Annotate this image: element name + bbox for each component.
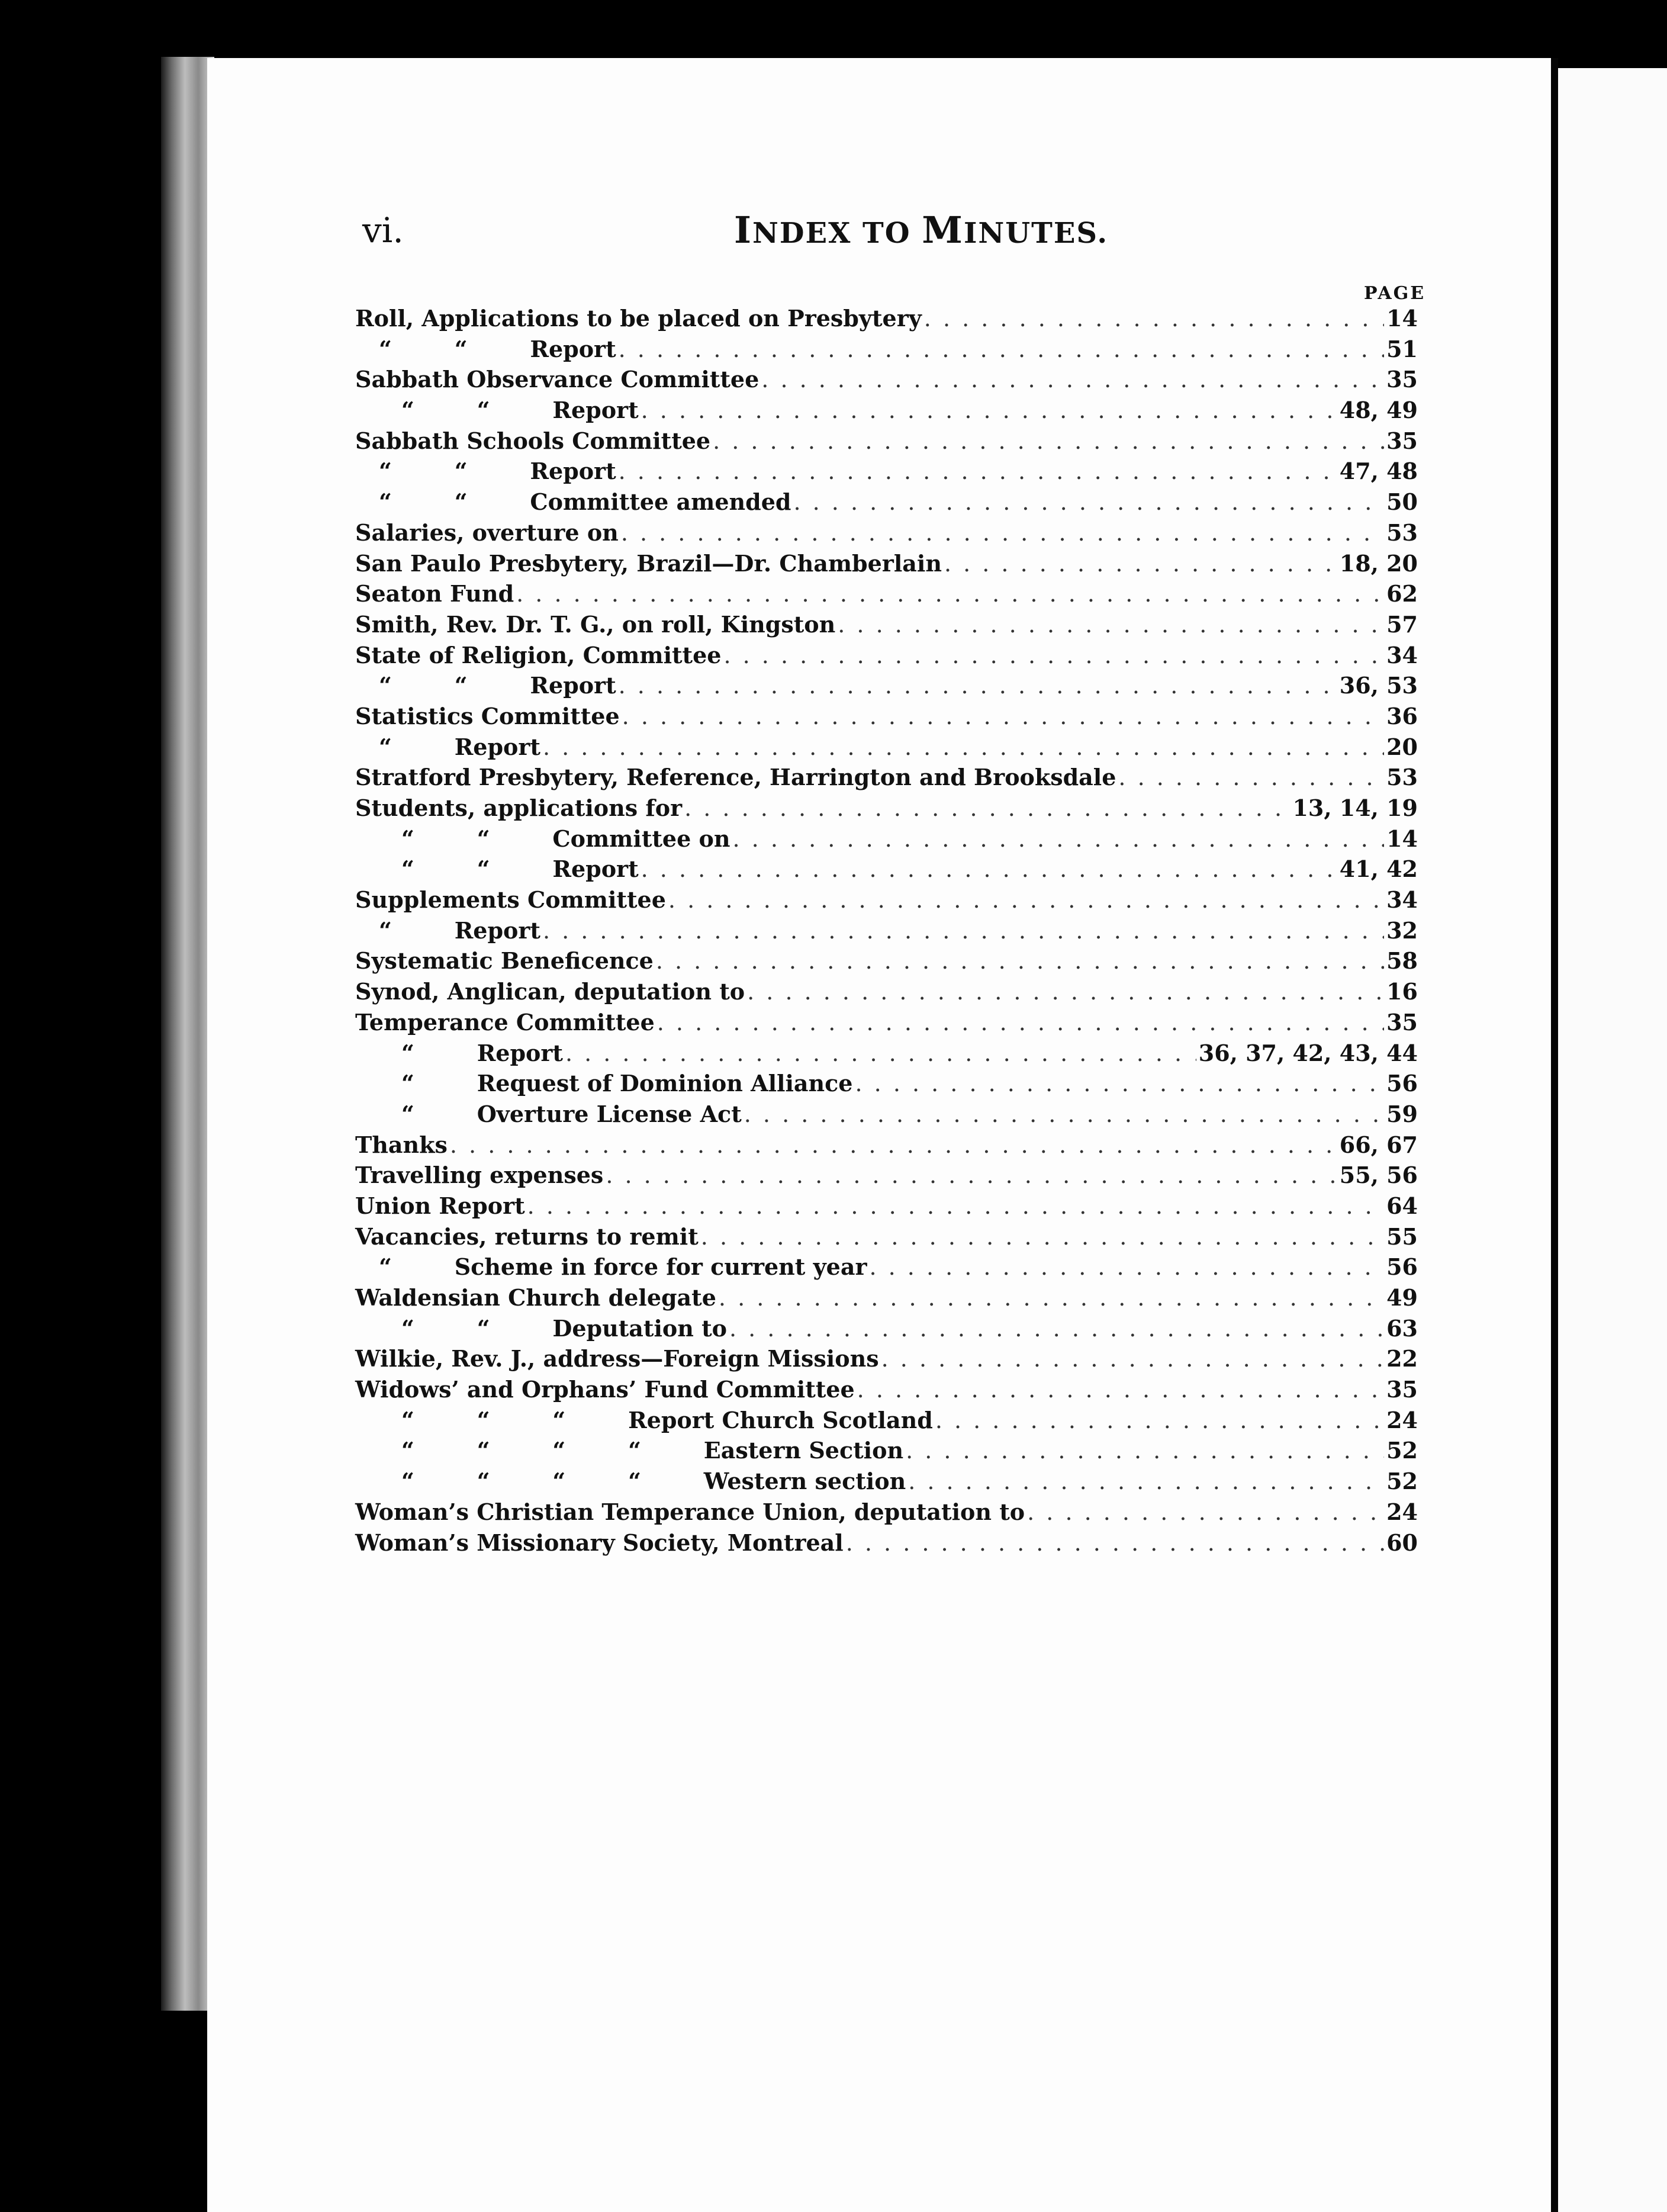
entry-page-numbers: 60: [1386, 1529, 1418, 1556]
dot-leader: [527, 1191, 1384, 1222]
entry-text: San Paulo Presbytery, Brazil—Dr. Chamberlain: [355, 549, 942, 577]
entry-text: “ “ Report: [379, 458, 616, 485]
dot-leader: [719, 1283, 1384, 1314]
facing-page: [1558, 68, 1667, 2212]
index-entry: [355, 426, 1418, 456]
dot-leader: [668, 885, 1384, 916]
entry-text: Supplements Committee: [355, 886, 666, 914]
entry-text: Vacancies, returns to remit: [355, 1223, 699, 1250]
index-entry: [355, 334, 1418, 365]
index-entry: [355, 1221, 1418, 1252]
dot-leader: [908, 1467, 1384, 1497]
entry-text: “ “ Report: [379, 672, 616, 699]
entry-text: “ “ Report: [401, 856, 639, 883]
dot-leader: [450, 1130, 1337, 1161]
index-entry: [355, 1007, 1418, 1038]
entry-text: State of Religion, Committee: [355, 641, 722, 668]
index-entry: [355, 609, 1418, 640]
title-initial-1: I: [734, 208, 753, 252]
title-part-1: NDEX TO: [752, 217, 922, 250]
dot-leader: [846, 1528, 1384, 1559]
entry-page-numbers: 36, 37, 42, 43, 44: [1198, 1039, 1418, 1066]
entry-page-numbers: 20: [1386, 733, 1418, 760]
entry-page-numbers: 41, 42: [1339, 856, 1418, 883]
entry-text: Seaton Fund: [355, 580, 514, 607]
index-entry: [355, 1191, 1418, 1221]
dot-leader: [733, 824, 1385, 855]
entry-page-numbers: 47, 48: [1339, 458, 1418, 485]
dot-leader: [793, 487, 1384, 518]
entry-text: Stratford Presbytery, Reference, Harrington and Brooksdale: [355, 764, 1116, 791]
entry-text: Woman’s Missionary Society, Montreal: [355, 1529, 844, 1556]
entry-page-numbers: 53: [1386, 764, 1418, 791]
dot-leader: [744, 1099, 1384, 1130]
entry-page-numbers: 18, 20: [1339, 549, 1418, 577]
entry-text: Travelling expenses: [355, 1162, 604, 1189]
index-entry: [355, 487, 1418, 517]
entry-page-numbers: 52: [1386, 1468, 1418, 1495]
entry-page-numbers: 49: [1386, 1284, 1418, 1311]
dot-leader: [657, 1008, 1384, 1039]
dot-leader: [684, 793, 1290, 824]
entry-page-numbers: 14: [1386, 305, 1418, 332]
dot-leader: [641, 396, 1337, 426]
index-entry: [355, 762, 1418, 793]
dot-leader: [1027, 1497, 1384, 1528]
entry-page-numbers: 53: [1386, 519, 1418, 546]
index-entry: [355, 793, 1418, 824]
page-title: [734, 208, 1108, 252]
entry-text: Union Report: [355, 1192, 525, 1219]
entry-page-numbers: 50: [1386, 488, 1418, 516]
index-entry: [355, 946, 1418, 976]
dot-leader: [543, 916, 1384, 947]
dot-leader: [857, 1375, 1384, 1406]
dot-leader: [701, 1222, 1384, 1253]
entry-page-numbers: 34: [1386, 641, 1418, 668]
index-entry: [355, 824, 1418, 854]
index-entry: [355, 670, 1418, 701]
entry-text: “ Report: [401, 1039, 563, 1066]
entry-page-numbers: 24: [1386, 1406, 1418, 1433]
dot-leader: [935, 1406, 1384, 1436]
index-entry: [355, 640, 1418, 671]
index-entry: [355, 854, 1418, 885]
entry-page-numbers: 55: [1386, 1223, 1418, 1250]
entry-text: “ Report: [379, 733, 540, 760]
dot-leader: [729, 1314, 1384, 1345]
index-entry: [355, 732, 1418, 763]
entry-page-numbers: 24: [1386, 1498, 1418, 1525]
entry-page-numbers: 66, 67: [1339, 1131, 1418, 1158]
entry-text: Waldensian Church delegate: [355, 1284, 716, 1311]
entry-text: Systematic Beneficence: [355, 947, 654, 975]
index-entry: [355, 1405, 1418, 1436]
index-entries: [355, 303, 1418, 1558]
dot-leader: [944, 549, 1337, 580]
entry-page-numbers: 56: [1386, 1070, 1418, 1097]
entry-page-numbers: 51: [1386, 335, 1418, 362]
title-part-2: INUTES.: [963, 217, 1109, 250]
page-folio: vi.: [362, 210, 404, 250]
index-entry: [355, 1313, 1418, 1344]
entry-text: “ “ Deputation to: [401, 1314, 727, 1342]
entry-text: “ Request of Dominion Alliance: [401, 1070, 853, 1097]
entry-page-numbers: 59: [1386, 1100, 1418, 1127]
entry-text: “ Scheme in force for current year: [379, 1253, 867, 1281]
entry-page-numbers: 32: [1386, 917, 1418, 944]
dot-leader: [761, 365, 1384, 396]
entry-page-numbers: 13, 14, 19: [1292, 795, 1418, 821]
entry-text: “ “ Report: [401, 397, 639, 424]
index-entry: [355, 1374, 1418, 1405]
entry-text: Temperance Committee: [355, 1008, 655, 1036]
dot-leader: [869, 1252, 1384, 1283]
index-entry: [355, 1282, 1418, 1313]
entry-text: Widows’ and Orphans’ Fund Committee: [355, 1376, 855, 1403]
dot-leader: [747, 977, 1384, 1008]
entry-page-numbers: 14: [1386, 825, 1418, 852]
entry-text: “ “ “ “ Eastern Section: [401, 1437, 904, 1464]
dot-leader: [565, 1039, 1196, 1069]
dot-leader: [516, 579, 1384, 610]
page-column-label: PAGE: [1364, 283, 1426, 304]
index-entry: [355, 395, 1418, 426]
entry-page-numbers: 36: [1386, 702, 1418, 729]
entry-text: Wilkie, Rev. J., address—Foreign Missions: [355, 1345, 879, 1372]
dot-leader: [881, 1344, 1384, 1375]
dot-leader: [1118, 763, 1384, 793]
index-entry: [355, 578, 1418, 609]
entry-text: Sabbath Schools Committee: [355, 427, 711, 454]
index-entry: [355, 1435, 1418, 1466]
index-entry: [355, 1252, 1418, 1282]
entry-text: “ “ Committee amended: [379, 488, 791, 516]
dot-leader: [641, 854, 1337, 885]
index-entry: [355, 976, 1418, 1007]
entry-page-numbers: 48, 49: [1339, 397, 1418, 424]
entry-page-numbers: 35: [1386, 1376, 1418, 1403]
entry-page-numbers: 56: [1386, 1253, 1418, 1281]
dot-leader: [543, 732, 1384, 763]
entry-page-numbers: 58: [1386, 947, 1418, 975]
entry-text: “ “ Committee on: [401, 825, 730, 852]
entry-text: “ “ Report: [379, 335, 616, 362]
entry-text: Woman’s Christian Temperance Union, deputation to: [355, 1498, 1025, 1525]
entry-text: “ Report: [379, 917, 540, 944]
entry-text: Statistics Committee: [355, 702, 620, 729]
index-entry: [355, 885, 1418, 915]
index-entry: [355, 456, 1418, 487]
index-entry: [355, 517, 1418, 548]
index-entry: [355, 364, 1418, 395]
entry-page-numbers: 55, 56: [1339, 1162, 1418, 1189]
index-entry: [355, 1497, 1418, 1528]
entry-page-numbers: 35: [1386, 427, 1418, 454]
index-entry: [355, 915, 1418, 946]
index-entry: [355, 1466, 1418, 1497]
entry-page-numbers: 64: [1386, 1192, 1418, 1219]
index-entry: [355, 1038, 1418, 1069]
title-initial-2: M: [922, 208, 964, 252]
index-entry: [355, 1068, 1418, 1099]
entry-text: “ “ “ “ Western section: [401, 1468, 906, 1495]
dot-leader: [622, 702, 1384, 732]
dot-leader: [924, 304, 1384, 335]
entry-text: Smith, Rev. Dr. T. G., on roll, Kingston: [355, 610, 836, 638]
dot-leader: [855, 1069, 1385, 1099]
entry-text: “ Overture License Act: [401, 1100, 742, 1127]
index-entry: [355, 1528, 1418, 1558]
entry-text: Salaries, overture on: [355, 519, 619, 546]
entry-page-numbers: 22: [1386, 1345, 1418, 1372]
entry-page-numbers: 35: [1386, 1008, 1418, 1036]
entry-page-numbers: 62: [1386, 580, 1418, 607]
dot-leader: [838, 610, 1384, 641]
index-entry: [355, 701, 1418, 732]
entry-text: Thanks: [355, 1131, 448, 1158]
book-gutter: [1551, 58, 1558, 2212]
index-entry: [355, 1099, 1418, 1130]
entry-text: Sabbath Observance Committee: [355, 366, 760, 393]
entry-page-numbers: 63: [1386, 1314, 1418, 1342]
index-entry: [355, 548, 1418, 579]
index-entry: [355, 1160, 1418, 1191]
dot-leader: [723, 641, 1384, 671]
entry-text: “ “ “ Report Church Scotland: [401, 1406, 933, 1433]
entry-page-numbers: 52: [1386, 1437, 1418, 1464]
entry-page-numbers: 35: [1386, 366, 1418, 393]
index-entry: [355, 303, 1418, 334]
dot-leader: [656, 946, 1384, 977]
entry-text: Synod, Anglican, deputation to: [355, 978, 745, 1005]
dot-leader: [619, 671, 1337, 702]
dot-leader: [906, 1436, 1384, 1467]
index-entry: [355, 1343, 1418, 1374]
dot-leader: [606, 1160, 1337, 1191]
entry-page-numbers: 16: [1386, 978, 1418, 1005]
entry-text: Roll, Applications to be placed on Presbytery: [355, 305, 922, 332]
dot-leader: [621, 518, 1384, 549]
entry-page-numbers: 34: [1386, 886, 1418, 914]
index-entry: [355, 1130, 1418, 1160]
entry-page-numbers: 57: [1386, 610, 1418, 638]
entry-text: Students, applications for: [355, 795, 683, 821]
dot-leader: [713, 426, 1384, 457]
dot-leader: [619, 456, 1337, 487]
book-page-edge: [161, 57, 214, 2011]
entry-page-numbers: 36, 53: [1339, 672, 1418, 699]
dot-leader: [619, 335, 1384, 365]
